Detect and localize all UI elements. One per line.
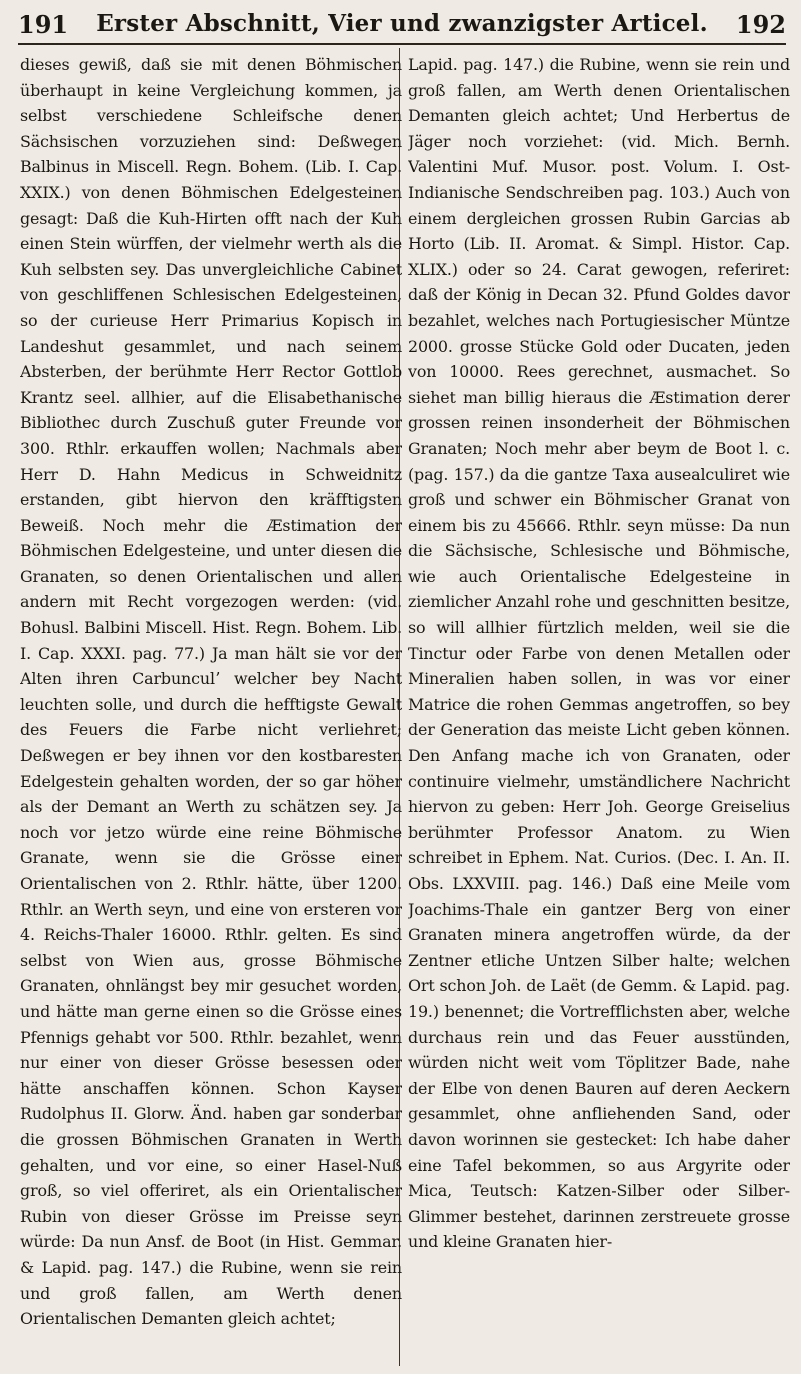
page-number-right: 192 [735, 10, 786, 39]
right-column-text: Lapid. pag. 147.) die Rubine, wenn sie rein und groß fallen, am Werth denen Orientalischen Demanten gleich achtet; Und Herbertus de Jäger noch vorziehet: (vid. Mich. Bernh. Valentini Muf. Musor. post. Volum. I. Ost-Indianische Sendschreiben pag. 103.) Auch von einem dergleichen grossen Rubin Garcias ab Horto (Lib. II. Aromat. & Simpl. Histor. Cap. XLIX.) oder so 24. Carat gewogen, referiret: daß der König in Decan 32. Pfund Goldes davor bezahlet, welches nach Portugiesischer Müntze 2000. grosse Stücke Gold oder Ducaten, jeden von 10000. Rees gerechnet, ausmachet. So siehet man billig hieraus die Æstimation derer grossen reinen insonderheit der Böhmischen Granaten; Noch mehr aber beym de Boot l. c. (pag. 157.) da die gantze Taxa ausealculiret wie groß und schwer ein Böhmischer Granat von einem bis zu 45666. Rthlr. seyn müsse: Da nun die Sächsische, Schlesische und Böhmische, wie auch Orientalische Edelgesteine in ziemlicher Anzahl rohe und geschnitten besitze, so will allhier fürtzlich melden, weil sie die Tinctur oder Farbe von denen Metallen oder Mineralien haben sollen, in was vor einer Matrice die rohen Gemmas angetroffen, so bey der Generation das meiste Licht geben können. Den Anfang mache ich von Granaten, oder continuire vielmehr, umständlichere Nachricht hiervon zu geben: Herr Joh. George Greiselius berühmter Professor Anatom. zu Wien schreibet in Ephem. Nat. Curios. (Dec. I. An. II. Obs. LXXVIII. pag. 146.) Daß eine Meile vom Joachims-Thale ein gantzer Berg von einer Granaten minera angetroffen würde, da der Zentner etliche Untzen Silber halte; welchen Ort schon Joh. de Laët (de Gemm. & Lapid. pag. 19.) benennet; die Vortrefflichsten aber, welche durchaus rein und das Feuer ausstünden, würden nicht weit vom Töplitzer Bade, nahe der Elbe von denen Bauren auf deren Aeckern gesammlet, ohne anfliehenden Sand, oder davon worinnen sie gestecket: Ich habe daher eine Tafel bekommen, so aus Argyrite oder Mica, Teutsch: Katzen-Silber oder Silber-Glimmer bestehet, darinnen zerstreuete grosse und kleine Granaten hier- [408, 55, 790, 1252]
left-column [20, 52, 402, 1362]
page-number-left: 191 [18, 10, 69, 39]
running-header [18, 4, 786, 42]
header-rule [18, 43, 786, 45]
running-title: Erster Abschnitt, Vier und zwanzigster Articel. [96, 10, 708, 37]
right-column [408, 52, 790, 1362]
left-column-text: dieses gewiß, daß sie mit denen Böhmischen überhaupt in keine Vergleichung kommen, ja selbst verschiedene Schleifsche denen Sächsischen vorzuziehen sind: Deßwegen Balbinus in Miscell. Regn. Bohem. (Lib. I. Cap. XXIX.) von denen Böhmischen Edelgesteinen gesagt: Daß die Kuh-Hirten offt nach der Kuh einen Stein würffen, der vielmehr werth als die Kuh selbsten sey. Das unvergleichliche Cabinet von geschliffenen Schlesischen Edelgesteinen, so der curieuse Herr Primarius Kopisch in Landeshut gesammlet, und nach seinem Absterben, der berühmte Herr Rector Gottlob Krantz seel. allhier, auf die Elisabethanische Bibliothec durch Zuschuß guter Freunde vor 300. Rthlr. erkauffen wollen; Nachmals aber Herr D. Hahn Medicus in Schweidnitz erstanden, gibt hiervon den kräfftigsten Beweiß. Noch mehr die Æstimation der Böhmischen Edelgesteine, und unter diesen die Granaten, so denen Orientalischen und allen andern mit Recht vorgezogen werden: (vid. Bohusl. Balbini Miscell. Hist. Regn. Bohem. Lib. I. Cap. XXXI. pag. 77.) Ja man hält sie vor der Alten ihren Carbunculʼ welcher bey Nacht leuchten solle, und durch die hefftigste Gewalt des Feuers die Farbe nicht verliehret; Deßwegen er bey ihnen vor den kostbaresten Edelgestein gehalten worden, der so gar höher als der Demant an Werth zu schätzen sey. Ja noch vor jetzo würde eine reine Böhmische Granate, wenn sie die Grösse einer Orientalischen von 2. Rthlr. hätte, über 1200. Rthlr. an Werth seyn, und eine von ersteren vor 4. Reichs-Thaler 16000. Rthlr. gelten. Es sind selbst von Wien aus, grosse Böhmische Granaten, ohnlängst bey mir gesuchet worden, und hätte man gerne einen so die Grösse eines Pfennigs gehabt vor 500. Rthlr. bezahlet, wenn nur einer von dieser Grösse besessen oder hätte anschaffen können. Schon Kayser Rudolphus II. Glorw. Änd. haben gar sonderbar die grossen Böhmischen Granaten in Werth gehalten, und vor eine, so einer Hasel-Nuß groß, so viel offeriret, als ein Orientalischer Rubin von dieser Grösse im Preisse seyn würde: Da nun Ansf. de Boot (in Hist. Gemmar. & Lapid. pag. 147.) die Rubine, wenn sie rein und groß fallen, am Werth denen Orientalischen Demanten gleich achtet; [20, 55, 402, 1329]
